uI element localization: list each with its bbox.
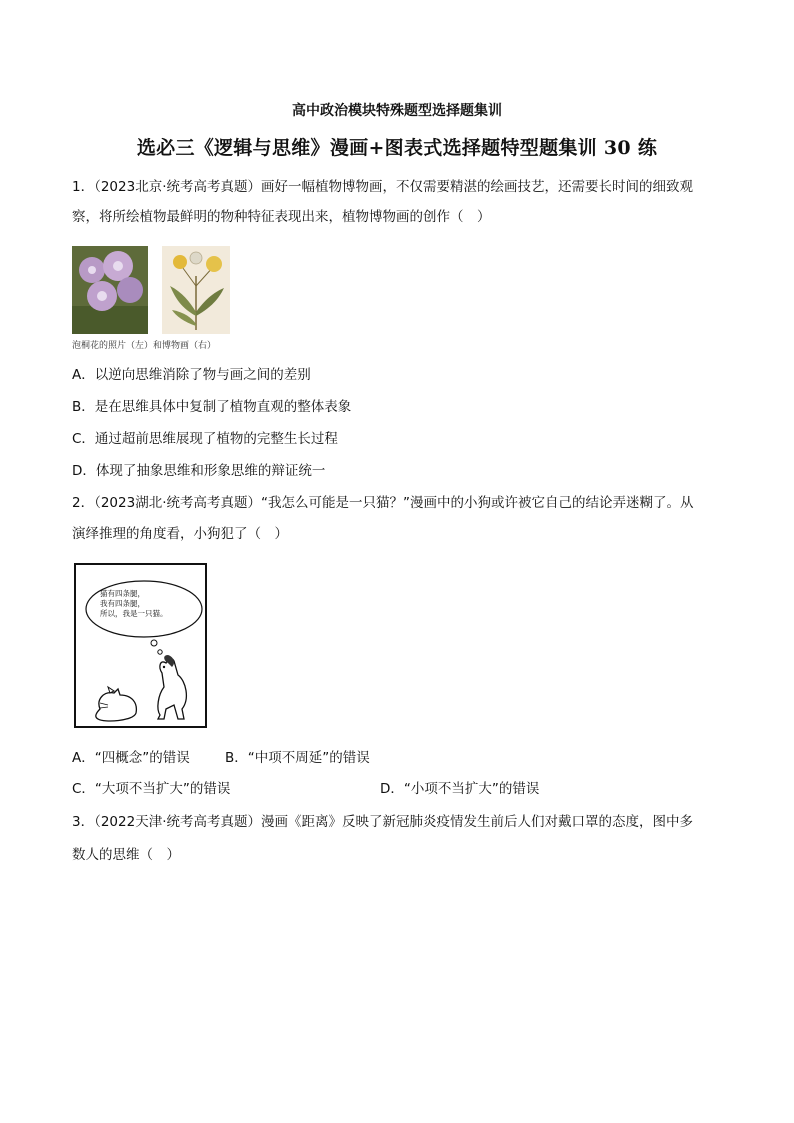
bubble-line1: 猫有四条腿，: [100, 589, 145, 598]
q2-stem-line2: 演绎推理的角度看，小狗犯了（ ）: [72, 526, 288, 542]
cat-dog-cartoon: [74, 563, 207, 728]
paulownia-photo: [72, 246, 148, 334]
page-subtitle: 高中政治模块特殊题型选择题集训: [292, 103, 502, 119]
q2-option-c: C．“大项不当扩大”的错误: [72, 781, 231, 797]
botanical-painting: [162, 246, 230, 334]
q1-option-d: D．体现了抽象思维和形象思维的辩证统一: [72, 463, 326, 479]
q3-stem-line1: 3．（2022天津·统考高考真题）漫画《距离》反映了新冠肺炎疫情发生前后人们对戴口罩的态度，图中多: [72, 814, 693, 830]
q1-option-b: B．是在思维具体中复制了植物直观的整体表象: [72, 399, 352, 415]
q1-stem-line2: 察，将所绘植物最鲜明的物种特征表现出来，植物博物画的创作（ ）: [72, 209, 491, 225]
bubble-line3: 所以，我是一只猫。: [100, 609, 168, 618]
q2-option-a: A．“四概念”的错误: [72, 750, 190, 766]
q2-stem-line1: 2．（2023湖北·统考高考真题）“我怎么可能是一只猫？”漫画中的小狗或许被它自己的结论弄迷糊了。从: [72, 495, 694, 511]
figure-caption: 泡桐花的照片（左）和博物画（右）: [72, 341, 217, 351]
page-title: 选必三《逻辑与思维》漫画+图表式选择题特型题集训 30 练: [136, 137, 658, 159]
q1-option-a: A．以逆向思维消除了物与画之间的差别: [72, 367, 311, 383]
q2-option-b: B．“中项不周延”的错误: [225, 750, 370, 766]
bubble-line2: 我有四条腿，: [100, 599, 145, 608]
q2-option-d: D．“小项不当扩大”的错误: [380, 781, 540, 797]
q3-stem-line2: 数人的思维（ ）: [72, 847, 180, 863]
q1-stem-line1: 1．（2023北京·统考高考真题）画好一幅植物博物画，不仅需要精湛的绘画技艺，还需要长时间的细致观: [72, 179, 693, 195]
q1-option-c: C．通过超前思维展现了植物的完整生长过程: [72, 431, 338, 447]
